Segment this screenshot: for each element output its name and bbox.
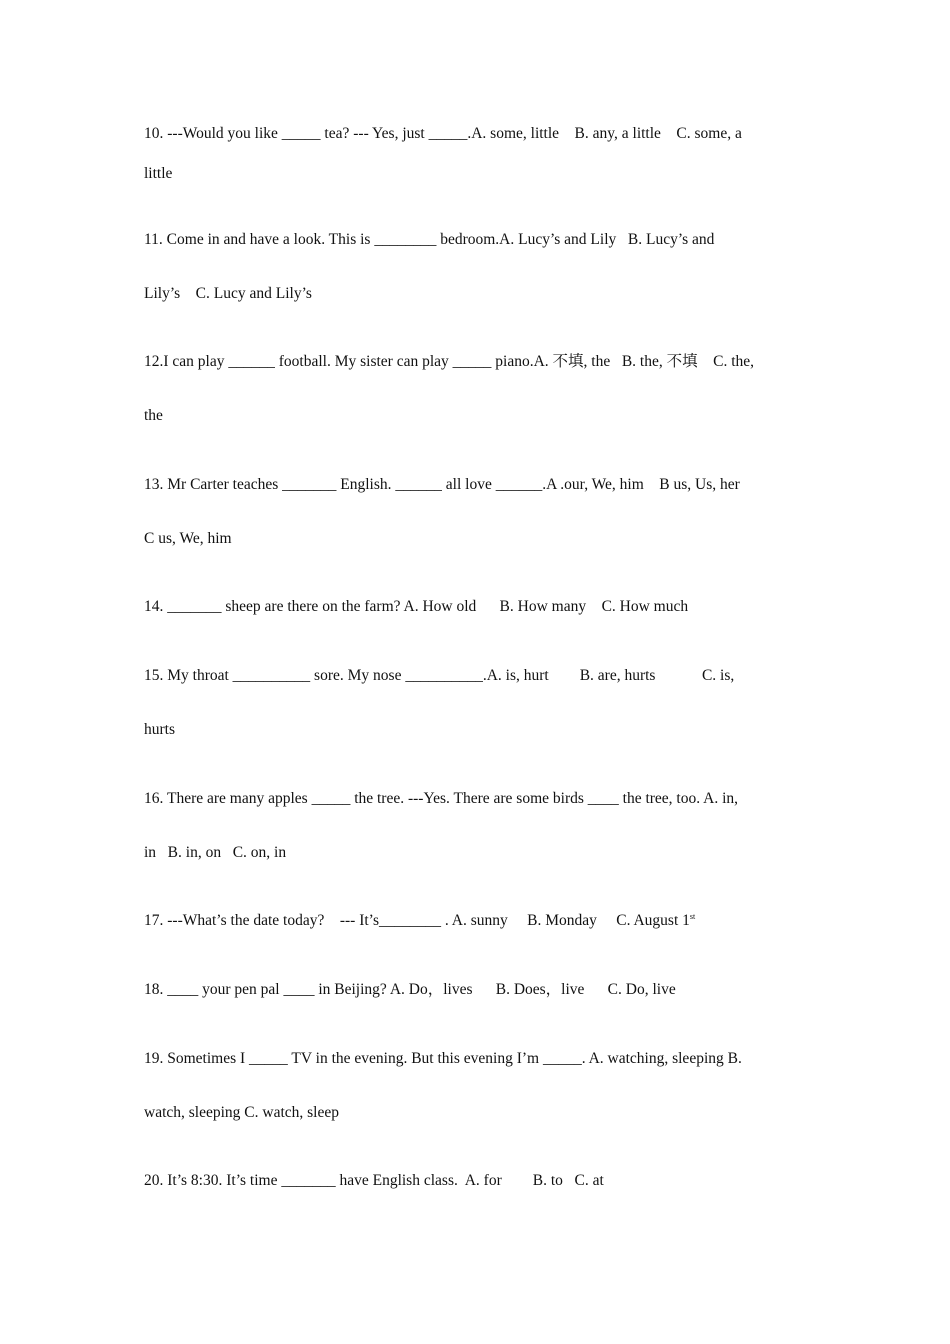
question-line: 16. There are many apples _____ the tree. ---Yes. There are some birds ____ the tree, too. A. in, [144,790,739,807]
question-line [144,911,695,931]
question-line: the [144,407,163,424]
question-line: 18. ____ your pen pal ____ in Beijing? A. Do，lives B. Does，live C. Do, live [144,981,676,998]
question-line: 20. It’s 8:30. It’s time _______ have English class. A. for B. to C. at [144,1172,604,1189]
question-line: 15. My throat __________ sore. My nose __________.A. is, hurt B. are, hurts C. is, [144,667,735,684]
question-line: 14. _______ sheep are there on the farm? A. How old B. How many C. How much [144,598,689,615]
question-text: 17. ---What’s the date today? --- It’s________ . A. sunny B. Monday C. August 1 [144,912,690,929]
ordinal-superscript: st [689,912,696,921]
question-line: 10. ---Would you like _____ tea? --- Yes, just _____.A. some, little B. any, a little C. some, a [144,125,742,142]
question-line: little [144,165,173,182]
question-line: C us, We, him [144,530,232,547]
question-line: hurts [144,721,175,738]
question-line: 13. Mr Carter teaches _______ English. ______ all love ______.A .our, We, him B us, Us, her [144,476,740,493]
question-line: 12.I can play ______ football. My sister can play _____ piano.A. 不填, the B. the, 不填 C. the, [144,353,755,370]
question-line: in B. in, on C. on, in [144,844,287,861]
question-line: Lily’s C. Lucy and Lily’s [144,285,312,302]
question-line: 19. Sometimes I _____ TV in the evening. But this evening I’m _____. A. watching, sleeping B. [144,1050,742,1067]
question-line: watch, sleeping C. watch, sleep [144,1104,339,1121]
question-line: 11. Come in and have a look. This is ________ bedroom.A. Lucy’s and Lily B. Lucy’s and [144,231,715,248]
